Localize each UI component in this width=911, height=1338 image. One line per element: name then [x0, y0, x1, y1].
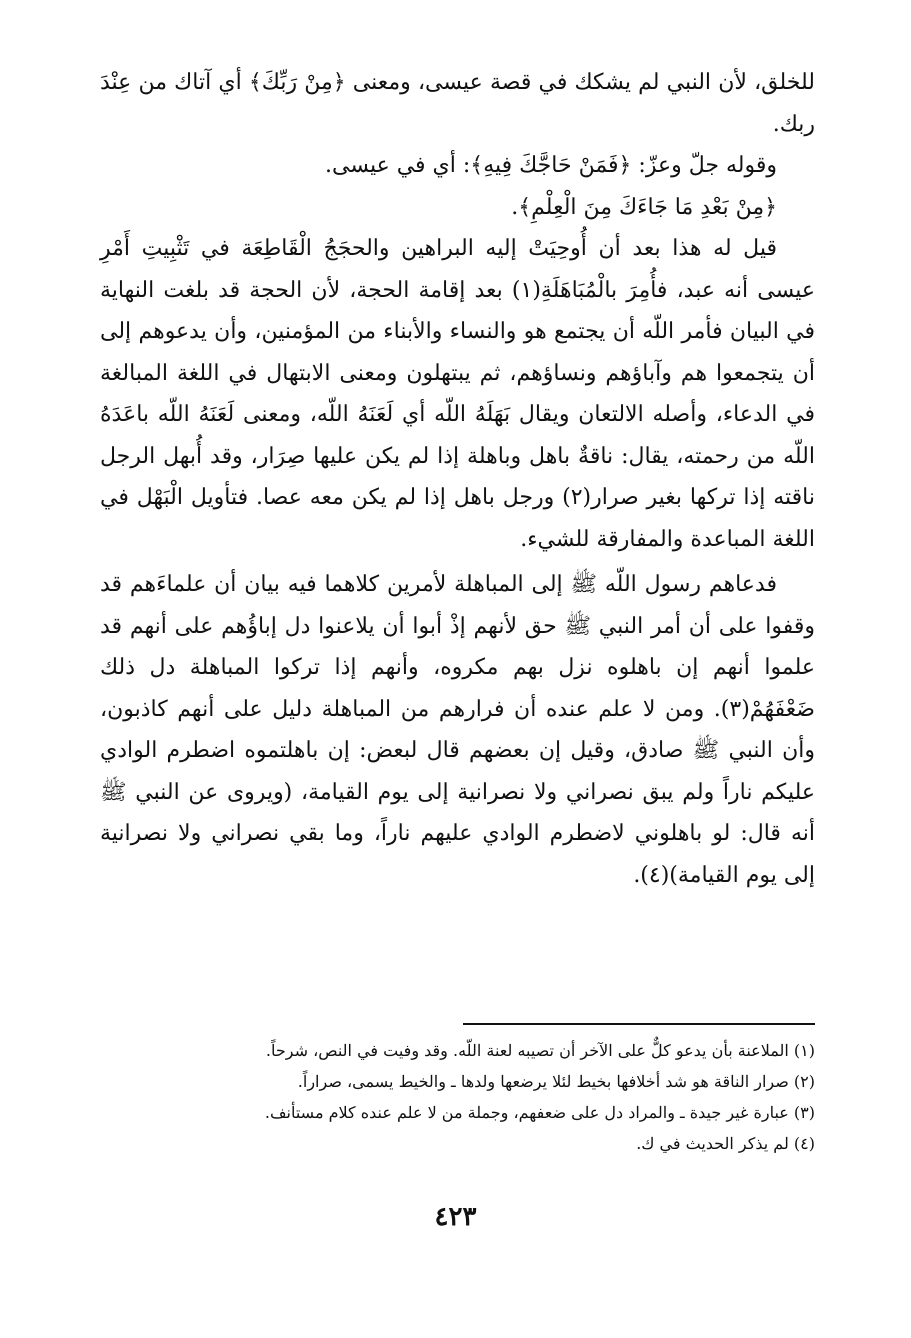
main-text	[100, 62, 815, 896]
footnote-4: (٤) لم يذكر الحديث في ك.	[636, 1134, 815, 1153]
paragraph-1: للخلق، لأن النبي لم يشكك في قصة عيسى، ومعنى ﴿مِنْ رَبِّكَ﴾ أي آتاك من عِنْدَ ربك.	[100, 70, 815, 137]
footnote-3: (٣) عبارة غير جيدة ـ والمراد دل على ضعفهم، وجملة من لا علم عنده كلام مستأنف.	[264, 1103, 815, 1122]
paragraph-3: ﴿مِنْ بَعْدِ مَا جَاءَكَ مِنَ الْعِلْمِ﴾.	[511, 194, 777, 220]
page-number: ٤٢٣	[434, 1202, 477, 1232]
paragraph-2: وقوله جلّ وعزّ: ﴿فَمَنْ حَاجَّكَ فِيهِ﴾: أي في عيسى.	[325, 153, 777, 178]
footnote-2: (٢) صرار الناقة هو شد أخلافها بخيط لئلا يرضعها ولدها ـ والخيط يسمى، صراراً.	[297, 1072, 815, 1091]
paragraph-5: فدعاهم رسول اللّه ﷺ إلى المباهلة لأمرين كلاهما فيه بيان أن علماءَهم قد وقفوا على أن أمر النبي ﷺ حق لأنهم إذْ أبوا أن يلاعنوا دل إباؤُهم على أنهم قد علموا أنهم إن باهلوه نزل بهم مكروه، وأنهم إذا تركوا المباهلة دل ذلك ضَعْفَهُمْ(٣). ومن لا علم عنده أن فرارهم من المباهلة دليل على أنهم كاذبون، وأن النبي ﷺ صادق، وقيل إن بعضهم قال لبعض: إن باهلتموه اضطرم الوادي عليكم ناراً ولم يبق نصراني ولا نصرانية إلى يوم القيامة، (ويروى عن النبي ﷺ أنه قال: لو باهلوني لاضطرم الوادي عليهم ناراً، وما بقي نصراني ولا نصرانية إلى يوم القيامة)(٤).	[100, 572, 815, 888]
paragraph-4: قيل له هذا بعد أن أُوحِيَتْ إليه البراهين والحجَجُ الْقَاطِعَة في تَثْبِيتِ أَمْرِ عيسى أنه عبد، فأُمِرَ بالْمُبَاهَلَةِ(١) بعد إقامة الحجة، لأن الحجة قد بلغت النهاية في البيان فأمر اللّه أن يجتمع هو والنساء والأبناء من المؤمنين، وأن يدعوهم إلى أن يتجمعوا هم وآباؤهم ونساؤهم، ثم يبتهلون ومعنى الابتهال في اللغة المبالغة في الدعاء، وأصله الالتعان ويقال بَهَلَهُ اللّه أي لَعَنَهُ اللّه، ومعنى لَعَنَهُ اللّه باعَدَهُ اللّه من رحمته، يقال: ناقةٌ باهل وباهلة إذا لم يكن عليها صِرَار، وقد أُبهل الرجل ناقته إذا تركها بغير صرار(٢) ورجل باهل إذا لم يكن معه عصا. فتأويل الْبَهْل في اللغة المباعدة والمفارقة للشيء.	[100, 236, 815, 552]
footnote-1: (١) الملاعنة بأن يدعو كلٌّ على الآخر أن تصيبه لعنة اللّه. وقد وفيت في النص، شرحاً.	[265, 1041, 815, 1060]
footnotes	[100, 1035, 815, 1159]
footnote-separator	[463, 1023, 815, 1025]
